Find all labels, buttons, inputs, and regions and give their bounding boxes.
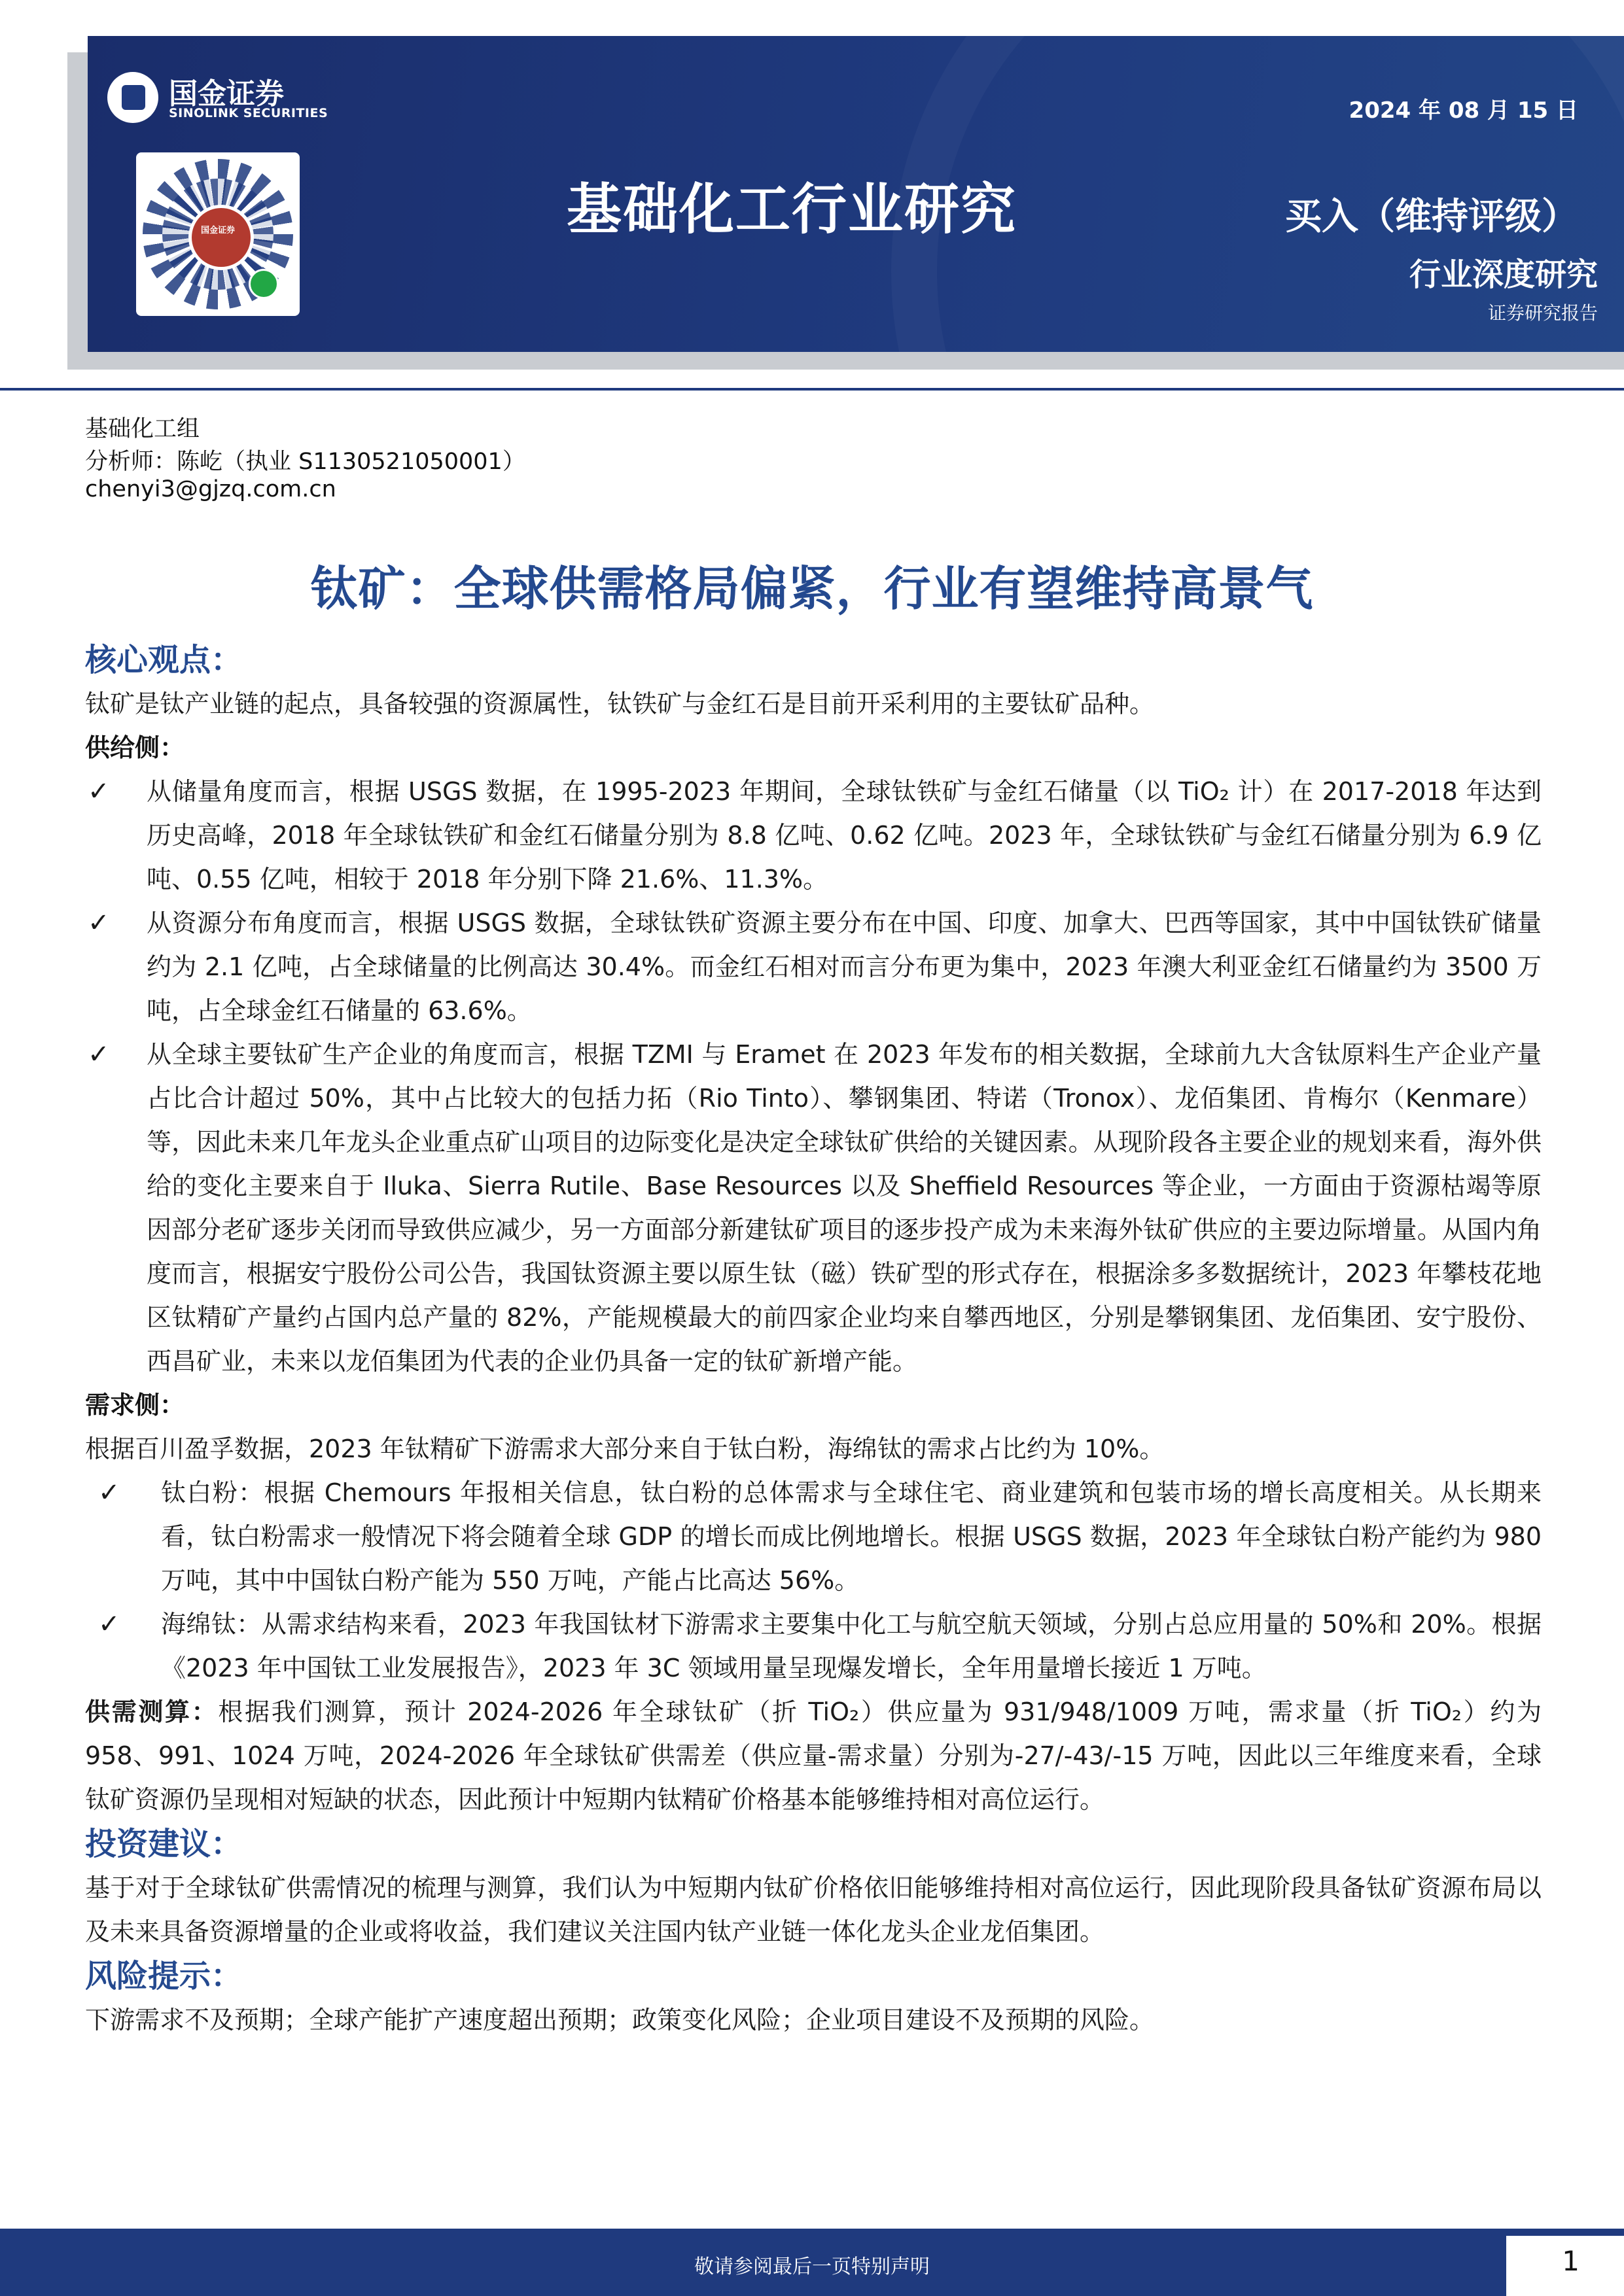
core-intro: 钛矿是钛产业链的起点，具备较强的资源属性，钛铁矿与金红石是目前开采利用的主要钛矿品种。 (85, 689, 1155, 718)
demand-bullet-text: 海绵钛：从需求结构来看，2023 年我国钛材下游需求主要集中化工与航空航天领域，分别占总应用量的 50%和 20%。根据《2023 年中国钛工业发展报告》，2023 年 3C 领域用量呈现爆发增长，全年用量增长接近 1 万吨。 (161, 1610, 1542, 1682)
checkmark-icon: ✓ (98, 1609, 120, 1639)
invest-text: 基于对于全球钛矿供需情况的梳理与测算，我们认为中短期内钛矿价格依旧能够维持相对高位运行，因此现阶段具备钛矿资源布局以及未来具备资源增量的企业或将收益，我们建议关注国内钛产业链一体化龙头企业龙佰集团。 (85, 1873, 1542, 1946)
headline: 钛矿：全球供需格局偏紧，行业有望维持高景气 (310, 561, 1314, 616)
supply-bullet-text: 从全球主要钛矿生产企业的角度而言，根据 TZMI 与 Eramet 在 2023 年发布的相关数据，全球前九大含钛原料生产企业产量占比合计超过 50%，其中占比较大的包括力拓（Rio Tinto）、攀钢集团、特诺（Tronox）、龙佰集团、肯梅尔（Kenmare）等，因此未来几年龙头企业重点矿山项目的边际变化是决定全球钛矿供给的关键因素。从现阶段各主要企业的规划来看，海外供给的变化主要来自于 Iluka、Sierra Rutile、Base Resources 以及 Sheffield Resources 等企业，一方面由于资源枯竭等原因部分老矿逐步关闭而导致供应减少，另一方面部分新建钛矿项目的逐步投产成为未来海外钛矿供应的主要边际增量。从国内角度而言，根据安宁股份公司公告，我国钛资源主要以原生钛（磁）铁矿型的形式存在，根据涂多多数据统计，2023 年攀枝花地区钛精矿产量约占国内总产量的 82%，产能规模最大的前四家企业均来自攀西地区，分别是攀钢集团、龙佰集团、安宁股份、西昌矿业，未来以龙佰集团为代表的企业仍具备一定的钛矿新增产能。 (147, 1040, 1542, 1376)
research-group: 基础化工组 (85, 416, 200, 442)
checkmark-icon: ✓ (88, 1039, 110, 1070)
risk-heading: 风险提示： (85, 1958, 243, 1994)
mini-program-icon (249, 269, 279, 299)
header-rule (0, 388, 1624, 391)
balance-label: 供需测算： (85, 1697, 219, 1726)
demand-bullet (85, 1471, 1542, 1603)
analyst: 分析师：陈屹（执业 S1130521050001） (85, 449, 525, 475)
page-number: 1 (1562, 2245, 1580, 2277)
core-view-heading: 核心观点： (85, 642, 243, 678)
analyst-email[interactable]: chenyi3@gjzq.com.cn (85, 476, 336, 502)
checkmark-icon: ✓ (98, 1478, 120, 1508)
supply-bullet-text: 从资源分布角度而言，根据 USGS 数据，全球钛铁矿资源主要分布在中国、印度、加拿大、巴西等国家，其中中国钛铁矿储量约为 2.1 亿吨，占全球储量的比例高达 30.4%。而金红石相对而言分布更为集中，2023 年澳大利亚金红石储量约为 3500 万吨，占全球金红石储量的 63.6%。 (147, 909, 1542, 1025)
demand-heading: 需求侧： (85, 1391, 185, 1419)
report-date: 2024 年 08 月 15 日 (1349, 97, 1578, 124)
supply-bullet-text: 从储量角度而言，根据 USGS 数据，在 1995-2023 年期间，全球钛铁矿与金红石储量（以 TiO₂ 计）在 2017-2018 年达到历史高峰，2018 年全球钛铁矿和金红石储量分别为 8.8 亿吨、0.62 亿吨。2023 年，全球钛铁矿与金红石储量分别为 6.9 亿吨、0.55 亿吨，相较于 2018 年分别下降 21.6%、11.3%。 (147, 777, 1542, 894)
report-title: 基础化工行业研究 (567, 177, 1017, 241)
qr-center-label: 国金证券 (200, 226, 235, 235)
invest-heading: 投资建议： (85, 1826, 243, 1862)
report-subtype: 证券研究报告 (1487, 302, 1598, 324)
sinolink-logo-icon (107, 72, 158, 123)
report-body (85, 638, 1542, 2042)
supply-heading: 供给侧： (85, 733, 185, 762)
supply-bullet (85, 770, 1542, 901)
supply-bullet (85, 901, 1542, 1033)
logo-text-cn: 国金证券 (169, 77, 284, 111)
balance-text: 根据我们测算，预计 2024-2026 年全球钛矿（折 TiO₂）供应量为 931/948/1009 万吨，需求量（折 TiO₂）约为 958、991、1024 万吨，2024-2026 年全球钛矿供需差（供应量-需求量）分别为-27/-43/-15 万吨，因此以三年维度来看，全球钛矿资源仍呈现相对短缺的状态，因此预计中短期内钛精矿价格基本能够维持相对高位运行。 (85, 1697, 1542, 1814)
risk-text: 下游需求不及预期；全球产能扩产速度超出预期；政策变化风险；企业项目建设不及预期的风险。 (85, 2006, 1155, 2034)
qr-center-badge (188, 205, 254, 270)
balance-paragraph (85, 1690, 1542, 1822)
qr-code-icon[interactable] (136, 152, 300, 316)
demand-bullet-text: 钛白粉：根据 Chemours 年报相关信息，钛白粉的总体需求与全球住宅、商业建筑和包装市场的增长高度相关。从长期来看，钛白粉需求一般情况下将会随着全球 GDP 的增长而成比例地增长。根据 USGS 数据，2023 年全球钛白粉产能约为 980 万吨，其中中国钛白粉产能为 550 万吨，产能占比高达 56%。 (161, 1478, 1542, 1595)
header-banner (88, 36, 1624, 352)
supply-bullet (85, 1033, 1542, 1383)
report-type: 行业深度研究 (1409, 256, 1598, 293)
demand-intro: 根据百川盈孚数据，2023 年钛精矿下游需求大部分来自于钛白粉，海绵钛的需求占比约为 10%。 (85, 1435, 1165, 1463)
logo-text-en: SINOLINK SECURITIES (169, 106, 328, 120)
checkmark-icon: ✓ (88, 776, 110, 807)
footer-notice: 敬请参阅最后一页特别声明 (694, 2255, 930, 2278)
demand-bullet (85, 1603, 1542, 1690)
checkmark-icon: ✓ (88, 908, 110, 938)
rating: 买入（维持评级） (1285, 196, 1578, 238)
